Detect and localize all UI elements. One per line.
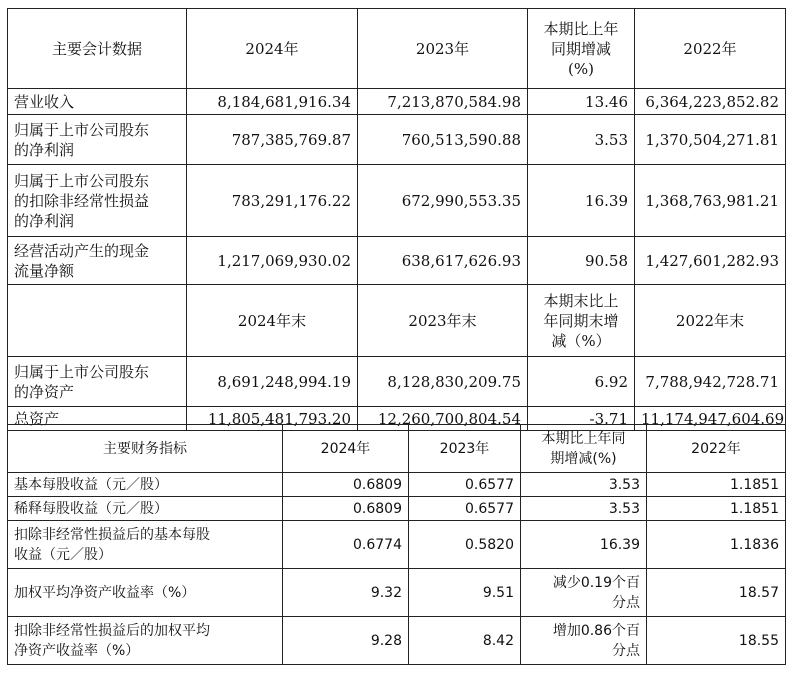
cell-2022: 6,364,223,852.82 [635, 89, 786, 115]
row-label-line: 的净利润 [14, 140, 75, 159]
table-row [8, 357, 786, 407]
table-row [8, 115, 786, 165]
row-label [8, 89, 187, 115]
cell-change-line: 3.53 [608, 476, 640, 493]
cell-2022: 1.1836 [647, 521, 786, 569]
table-row [8, 617, 786, 665]
header-2023: 2023年 [409, 425, 521, 473]
row-label-line: 营业收入 [14, 92, 75, 111]
accounting-data-table [7, 8, 786, 431]
subheader-change [528, 285, 635, 357]
cell-2022: 7,788,942,728.71 [635, 357, 786, 407]
subheader-empty [8, 285, 187, 357]
cell-2022: 1.1851 [647, 473, 786, 497]
table-subheader-row [8, 285, 786, 357]
row-label-line: 流量净额 [14, 261, 75, 280]
row-label-line: 经营活动产生的现金 [14, 241, 150, 260]
subheader-change-line: 本期末比上 [543, 291, 619, 310]
cell-2024: 9.28 [283, 617, 409, 665]
header-change-line: 同期增减 [550, 39, 611, 58]
cell-2023: 672,990,553.35 [358, 165, 528, 237]
table-row [8, 569, 786, 617]
subheader-2024-end: 2024年末 [187, 285, 358, 357]
cell-2024: 787,385,769.87 [187, 115, 358, 165]
cell-2023: 8,128,830,209.75 [358, 357, 528, 407]
cell-2024: 11,805,481,793.20 [187, 407, 358, 431]
cell-2023: 638,617,626.93 [358, 237, 528, 285]
cell-change: -3.71 [528, 407, 635, 431]
header-change [521, 425, 647, 473]
row-label-line: 归属于上市公司股东 [14, 362, 150, 381]
row-label [8, 569, 283, 617]
cell-change: 90.58 [528, 237, 635, 285]
cell-change: 13.46 [528, 89, 635, 115]
cell-change-line: 减少0.19个百 [552, 574, 640, 591]
header-change-line: 期增减(%) [550, 450, 617, 467]
subheader-change-line: 减（%） [551, 331, 611, 350]
cell-2024: 1,217,069,930.02 [187, 237, 358, 285]
cell-2024: 0.6809 [283, 497, 409, 521]
cell-2023: 0.6577 [409, 497, 521, 521]
cell-2023: 7,213,870,584.98 [358, 89, 528, 115]
cell-change-line: 16.39 [599, 536, 640, 553]
cell-change-line: 分点 [612, 594, 640, 611]
row-label-line: 总资产 [14, 409, 60, 428]
table-header-row [8, 425, 786, 473]
row-label-line: 的净资产 [14, 382, 75, 401]
header-label: 主要财务指标 [8, 425, 283, 473]
cell-2023: 0.6577 [409, 473, 521, 497]
cell-2022: 1.1851 [647, 497, 786, 521]
row-label [8, 617, 283, 665]
cell-2023: 8.42 [409, 617, 521, 665]
row-label [8, 473, 283, 497]
cell-change [521, 617, 647, 665]
row-label [8, 497, 283, 521]
cell-change-line: 3.53 [608, 500, 640, 517]
cell-2022: 1,427,601,282.93 [635, 237, 786, 285]
row-label-line: 归属于上市公司股东 [14, 171, 150, 190]
cell-2022: 18.57 [647, 569, 786, 617]
financial-indicators-table [7, 424, 786, 665]
cell-change: 16.39 [528, 165, 635, 237]
header-label: 主要会计数据 [8, 9, 187, 89]
cell-change [521, 569, 647, 617]
row-label-line: 扣除非经常性损益后的基本每股 [14, 526, 210, 543]
cell-change-line: 增加0.86个百 [552, 622, 640, 639]
header-2024: 2024年 [187, 9, 358, 89]
row-label-line: 的扣除非经常性损益 [14, 191, 150, 210]
row-label-line: 基本每股收益（元／股） [14, 476, 168, 493]
header-2023: 2023年 [358, 9, 528, 89]
header-change [528, 9, 635, 89]
table-row [8, 497, 786, 521]
cell-2024: 783,291,176.22 [187, 165, 358, 237]
header-2022: 2022年 [635, 9, 786, 89]
row-label [8, 357, 187, 407]
table-row [8, 521, 786, 569]
cell-2023: 9.51 [409, 569, 521, 617]
cell-2023: 760,513,590.88 [358, 115, 528, 165]
row-label [8, 165, 187, 237]
row-label [8, 115, 187, 165]
subheader-2022-end: 2022年末 [635, 285, 786, 357]
cell-2024: 0.6809 [283, 473, 409, 497]
header-change-line: 本期比上年 [543, 19, 619, 38]
cell-2024: 0.6774 [283, 521, 409, 569]
cell-change: 3.53 [528, 115, 635, 165]
row-label-line: 稀释每股收益（元／股） [14, 500, 168, 517]
cell-change [521, 473, 647, 497]
row-label-line: 净资产收益率（%） [14, 642, 140, 659]
row-label-line: 加权平均净资产收益率（%） [14, 584, 196, 601]
cell-2022: 1,368,763,981.21 [635, 165, 786, 237]
cell-2024: 9.32 [283, 569, 409, 617]
cell-2023: 0.5820 [409, 521, 521, 569]
row-label [8, 237, 187, 285]
cell-2022: 11,174,947,604.69 [635, 407, 786, 431]
cell-change [521, 497, 647, 521]
cell-2022: 18.55 [647, 617, 786, 665]
header-2022: 2022年 [647, 425, 786, 473]
table-header-row [8, 9, 786, 89]
cell-2023: 12,260,700,804.54 [358, 407, 528, 431]
row-label-line: 扣除非经常性损益后的加权平均 [14, 622, 210, 639]
row-label [8, 521, 283, 569]
header-change-line: 本期比上年同 [541, 430, 626, 447]
cell-2024: 8,691,248,994.19 [187, 357, 358, 407]
cell-change [521, 521, 647, 569]
subheader-change-line: 年同期末增 [543, 311, 619, 330]
row-label-line: 收益（元／股） [14, 546, 112, 563]
table-row [8, 237, 786, 285]
cell-2024: 8,184,681,916.34 [187, 89, 358, 115]
header-change-line: (%) [568, 59, 594, 78]
cell-2022: 1,370,504,271.81 [635, 115, 786, 165]
header-2024: 2024年 [283, 425, 409, 473]
table-row [8, 473, 786, 497]
row-label-line: 归属于上市公司股东 [14, 120, 150, 139]
table-row [8, 89, 786, 115]
cell-change: 6.92 [528, 357, 635, 407]
table-row [8, 165, 786, 237]
row-label-line: 的净利润 [14, 211, 75, 230]
cell-change-line: 分点 [612, 642, 640, 659]
subheader-2023-end: 2023年末 [358, 285, 528, 357]
